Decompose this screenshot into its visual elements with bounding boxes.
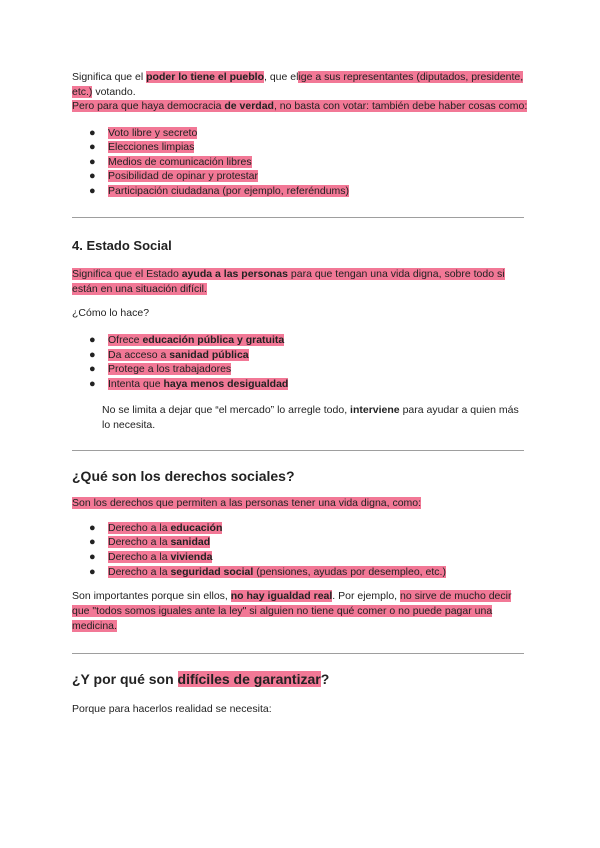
intro-paragraph-1: Significa que el poder lo tiene el pueblo, que elige a sus representantes (diputados, presidente, etc.) votando.	[72, 71, 524, 98]
document-page	[72, 70, 528, 717]
list-item: ● Da acceso a sanidad pública	[89, 348, 249, 361]
democracy-list	[72, 126, 528, 199]
bullet-icon: ●	[89, 565, 96, 578]
bullet-icon: ●	[89, 536, 96, 549]
list-item: ● Derecho a la vivienda	[89, 551, 213, 564]
highlight: poder lo tiene el pueblo	[146, 71, 264, 83]
bullet-icon: ●	[89, 377, 96, 390]
list-item: ● Medios de comunicación libres	[89, 155, 252, 168]
bullet-icon: ●	[89, 126, 96, 139]
divider	[72, 450, 524, 451]
list-item: ● Derecho a la sanidad	[89, 536, 211, 549]
list-item: ● Derecho a la educación	[89, 521, 223, 534]
list-item: ● Posibilidad de opinar y protestar	[89, 170, 259, 183]
derechos-paragraph-2: Son importantes porque sin ellos, no hay igualdad real. Por ejemplo, no sirve de mucho decir que "todos somos iguales ante la ley" si alguien no tiene qué comer o no puede pagar una medicina.	[72, 590, 512, 633]
highlight: ige a sus representantes (diputados, presidente, etc.)	[72, 71, 524, 98]
divider	[72, 653, 524, 654]
bullet-icon: ●	[89, 551, 96, 564]
estado-social-list	[72, 333, 528, 391]
list-item: ● Voto libre y secreto	[89, 126, 198, 139]
list-item: ● Derecho a la seguridad social (pensiones, ayudas por desempleo, etc.)	[89, 565, 446, 578]
section-heading-dificiles: ¿Y por qué son difíciles de garantizar?	[72, 671, 330, 688]
section-heading-estado-social: 4. Estado Social	[72, 238, 172, 254]
bullet-icon: ●	[89, 170, 96, 183]
derechos-list	[72, 521, 528, 579]
bullet-icon: ●	[89, 333, 96, 346]
list-item: ● Elecciones limpias	[89, 141, 195, 154]
list-item: ● Protege a los trabajadores	[89, 363, 232, 376]
list-item: ● Intenta que haya menos desigualdad	[89, 377, 289, 390]
derechos-paragraph-1: Son los derechos que permiten a las personas tener una vida digna, como:	[72, 497, 422, 510]
estado-social-paragraph: Significa que el Estado ayuda a las personas para que tengan una vida digna, sobre todo si están en una situación difícil.	[72, 268, 505, 295]
bullet-icon: ●	[89, 363, 96, 376]
bullet-icon: ●	[89, 184, 96, 197]
bullet-icon: ●	[89, 348, 96, 361]
list-item: ● Participación ciudadana (por ejemplo, referéndums)	[89, 184, 350, 197]
bullet-icon: ●	[89, 155, 96, 168]
bullet-icon: ●	[89, 141, 96, 154]
estado-social-note: No se limita a dejar que “el mercado” lo arregle todo, interviene para ayudar a quien más lo necesita.	[102, 404, 519, 432]
intro-paragraph-2: Pero para que haya democracia de verdad, no basta con votar: también debe haber cosas como:	[72, 100, 528, 112]
section-heading-derechos: ¿Qué son los derechos sociales?	[72, 468, 295, 485]
dificiles-paragraph: Porque para hacerlos realidad se necesita:	[72, 703, 272, 716]
divider	[72, 217, 524, 218]
list-item: ● Ofrece educación pública y gratuita	[89, 333, 285, 346]
bullet-icon: ●	[89, 521, 96, 534]
estado-social-question: ¿Cómo lo hace?	[72, 307, 150, 320]
